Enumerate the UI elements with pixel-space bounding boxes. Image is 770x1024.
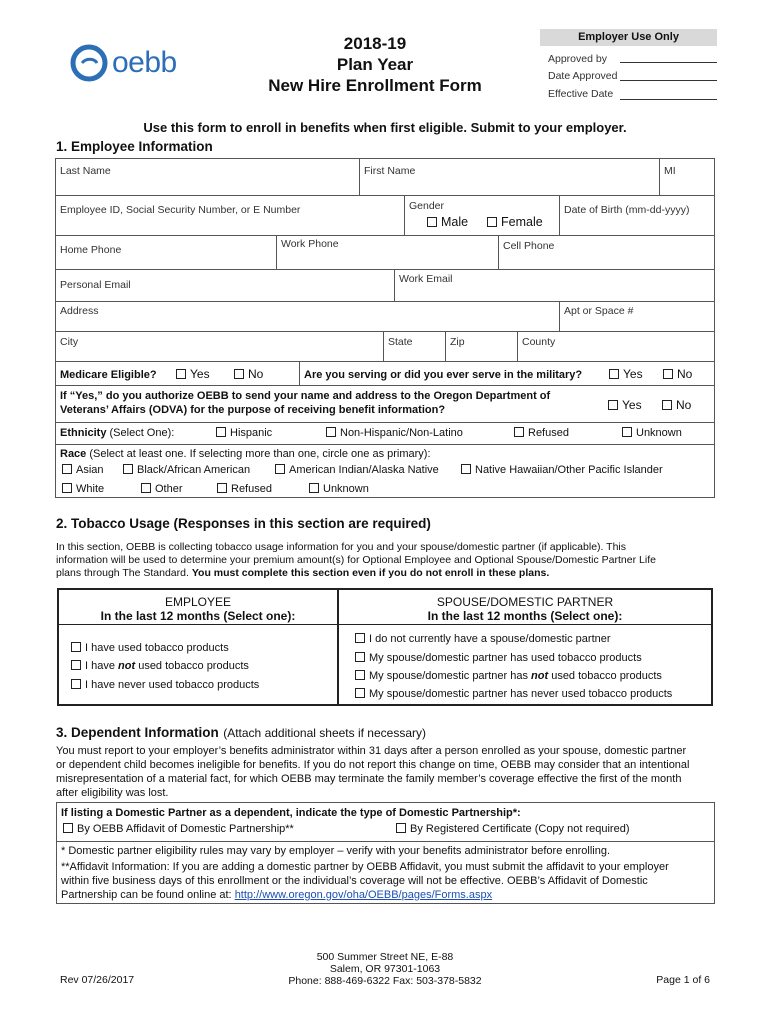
military-label: Are you serving or did you ever serve in the military? bbox=[304, 369, 583, 381]
asian-checkbox[interactable] bbox=[62, 464, 72, 474]
american-indian-checkbox[interactable] bbox=[275, 464, 285, 474]
sp-not-used-label-a: My spouse/domestic partner has bbox=[369, 670, 532, 682]
military-yes-checkbox[interactable] bbox=[609, 369, 619, 379]
medicare-row bbox=[56, 361, 299, 385]
gender-male-option[interactable] bbox=[427, 215, 468, 229]
asian-label: Asian bbox=[76, 464, 104, 476]
home-phone-field[interactable] bbox=[56, 235, 276, 269]
ethnicity-refused-checkbox[interactable] bbox=[514, 427, 524, 437]
ethnicity-label bbox=[60, 427, 174, 439]
emp-used-label: I have used tobacco products bbox=[85, 642, 229, 654]
sp-never-option[interactable] bbox=[355, 688, 672, 700]
instruction-text: Use this form to enroll in benefits when first eligible. Submit to your employer. bbox=[143, 120, 627, 135]
dob-label: Date of Birth (mm-dd-yyyy) bbox=[564, 204, 690, 216]
section3-paragraph-2: or dependent child becomes ineligible for benefits. If you do not report this change on time, OEBB may consider that an intentional bbox=[56, 759, 690, 771]
emp-never-checkbox[interactable] bbox=[71, 679, 81, 689]
black-checkbox[interactable] bbox=[123, 464, 133, 474]
race-hawaiian-option[interactable] bbox=[461, 464, 663, 476]
sp-used-checkbox[interactable] bbox=[355, 652, 365, 662]
race-american-indian-option[interactable] bbox=[275, 464, 439, 476]
last-name-field[interactable] bbox=[56, 159, 359, 195]
medicare-yes-checkbox[interactable] bbox=[176, 369, 186, 379]
effective-date-label: Effective Date bbox=[548, 88, 614, 100]
spouse-header: SPOUSE/DOMESTIC PARTNER bbox=[436, 595, 614, 609]
medicare-no-checkbox[interactable] bbox=[234, 369, 244, 379]
personal-email-field[interactable] bbox=[56, 269, 394, 301]
military-yes-option[interactable] bbox=[609, 367, 643, 381]
first-name-field[interactable] bbox=[359, 159, 659, 195]
apt-label: Apt or Space # bbox=[564, 305, 634, 317]
hawaiian-label: Native Hawaiian/Other Pacific Islander bbox=[475, 464, 663, 476]
section3-title-bold: 3. Dependent Information bbox=[56, 725, 219, 740]
section2-paragraph-3 bbox=[56, 567, 549, 580]
ethnicity-unknown-option[interactable] bbox=[622, 427, 682, 439]
dp-question: If listing a Domestic Partner as a dependent, indicate the type of Domestic Partnership*: bbox=[61, 807, 521, 819]
other-checkbox[interactable] bbox=[141, 483, 151, 493]
race-unknown-option[interactable] bbox=[309, 483, 369, 495]
gender-female-option[interactable] bbox=[487, 215, 543, 229]
footer-phone: Phone: 888-469-6322 Fax: 503-378-5832 bbox=[288, 975, 482, 987]
military-no-checkbox[interactable] bbox=[663, 369, 673, 379]
ethnicity-hint: (Select One): bbox=[109, 427, 175, 439]
dp-affidavit-checkbox[interactable] bbox=[63, 823, 73, 833]
dp-affidavit-option[interactable] bbox=[63, 823, 294, 835]
section3-paragraph-4: after eligibility was lost. bbox=[56, 787, 169, 799]
section3-paragraph-3: misrepresentation of a material fact, for which OEBB may terminate the family member’s coverage effective the first of the month bbox=[56, 773, 682, 785]
city-label: City bbox=[60, 336, 79, 348]
domestic-partner-box bbox=[56, 802, 715, 904]
male-checkbox[interactable] bbox=[427, 217, 437, 227]
mi-field[interactable] bbox=[659, 159, 714, 195]
address-field[interactable] bbox=[56, 301, 559, 331]
odva-no-checkbox[interactable] bbox=[662, 400, 672, 410]
hispanic-checkbox[interactable] bbox=[216, 427, 226, 437]
dp-note-3: within five business days of this enrollment or the individual’s coverage will not be effective. OEBB’s Affidavit of Domestic bbox=[61, 875, 648, 887]
apt-field[interactable] bbox=[559, 301, 714, 331]
medicare-label: Medicare Eligible? bbox=[60, 369, 157, 381]
non-hispanic-checkbox[interactable] bbox=[326, 427, 336, 437]
emp-used-option[interactable] bbox=[71, 642, 229, 654]
sp-not-used-option[interactable] bbox=[355, 670, 662, 682]
forms-link[interactable]: http://www.oregon.gov/oha/OEBB/pages/Forms.aspx bbox=[234, 889, 493, 901]
dob-field[interactable] bbox=[559, 195, 714, 235]
emp-never-label: I have never used tobacco products bbox=[85, 679, 260, 691]
race-refused-label: Refused bbox=[231, 483, 272, 495]
footer-address-2: Salem, OR 97301-1063 bbox=[329, 963, 441, 975]
employee-subheader: In the last 12 months (Select one): bbox=[100, 609, 296, 623]
sp-not-used-checkbox[interactable] bbox=[355, 670, 365, 680]
hispanic-label: Hispanic bbox=[230, 427, 273, 439]
form-title: New Hire Enrollment Form bbox=[268, 76, 482, 95]
race-row bbox=[56, 444, 714, 497]
tobacco-table bbox=[57, 588, 713, 706]
employer-use-title: Employer Use Only bbox=[540, 29, 717, 46]
non-hispanic-option[interactable] bbox=[326, 427, 463, 439]
military-no-option[interactable] bbox=[663, 367, 692, 381]
race-asian-option[interactable] bbox=[62, 464, 104, 476]
last-name-label: Last Name bbox=[60, 165, 111, 177]
zip-label: Zip bbox=[450, 336, 465, 348]
tobacco-header-line bbox=[59, 624, 711, 625]
medicare-no-label: No bbox=[248, 367, 264, 381]
emp-never-option[interactable] bbox=[71, 679, 259, 691]
state-label: State bbox=[388, 336, 413, 348]
race-unknown-checkbox[interactable] bbox=[309, 483, 319, 493]
section3-title-hint: (Attach additional sheets if necessary) bbox=[223, 726, 426, 740]
home-phone-label: Home Phone bbox=[60, 244, 122, 256]
emp-not-used-label-b: not bbox=[118, 660, 136, 672]
odva-no-label: No bbox=[676, 398, 692, 412]
employee-header: EMPLOYEE bbox=[164, 595, 232, 609]
spouse-subheader: In the last 12 months (Select one): bbox=[427, 609, 623, 623]
emp-not-used-checkbox[interactable] bbox=[71, 660, 81, 670]
mi-label: MI bbox=[664, 165, 676, 177]
dp-note-2: **Affidavit Information: If you are adding a domestic partner by OEBB Affidavit, you must submit the affidavit to your employer bbox=[61, 861, 669, 873]
zip-field[interactable] bbox=[445, 331, 517, 361]
section2-title: 2. Tobacco Usage (Responses in this section are required) bbox=[56, 516, 431, 531]
white-checkbox[interactable] bbox=[62, 483, 72, 493]
dp-certificate-checkbox[interactable] bbox=[396, 823, 406, 833]
other-label: Other bbox=[155, 483, 183, 495]
cell-phone-field[interactable] bbox=[498, 235, 714, 269]
effective-date-field[interactable] bbox=[620, 99, 717, 100]
personal-email-label: Personal Email bbox=[60, 279, 131, 291]
sp-no-spouse-option[interactable] bbox=[355, 633, 611, 645]
hawaiian-checkbox[interactable] bbox=[461, 464, 471, 474]
approved-by-label: Approved by bbox=[548, 53, 607, 65]
race-unknown-label: Unknown bbox=[323, 483, 369, 495]
odva-row bbox=[56, 385, 714, 422]
emp-not-used-option[interactable] bbox=[71, 660, 249, 672]
non-hispanic-label: Non-Hispanic/Non-Latino bbox=[340, 427, 463, 439]
dp-affidavit-label: By OEBB Affidavit of Domestic Partnership** bbox=[77, 823, 294, 835]
county-label: County bbox=[522, 336, 556, 348]
sp-used-label: My spouse/domestic partner has used tobacco products bbox=[369, 652, 642, 664]
ethnicity-refused-option[interactable] bbox=[514, 427, 569, 439]
dp-note-4 bbox=[61, 889, 492, 902]
medicare-no-option[interactable] bbox=[234, 367, 263, 381]
state-field[interactable] bbox=[383, 331, 445, 361]
race-label-bold: Race bbox=[60, 448, 87, 460]
emp-used-checkbox[interactable] bbox=[71, 642, 81, 652]
footer-page-number: Page 1 of 6 bbox=[656, 974, 710, 986]
cell-phone-label: Cell Phone bbox=[503, 240, 555, 252]
sp-not-used-label-c: used tobacco products bbox=[548, 670, 662, 682]
ethnicity-unknown-label: Unknown bbox=[636, 427, 682, 439]
ethnicity-refused-label: Refused bbox=[528, 427, 569, 439]
first-name-label: First Name bbox=[364, 165, 416, 177]
approved-by-field[interactable] bbox=[620, 62, 717, 63]
race-label bbox=[60, 448, 431, 460]
dp-note-4-text: Partnership can be found online at: bbox=[61, 889, 235, 901]
race-hint: (Select at least one. If selecting more than one, circle one as primary): bbox=[89, 448, 431, 460]
race-black-option[interactable] bbox=[123, 464, 250, 476]
dp-certificate-option[interactable] bbox=[396, 823, 629, 835]
section3-title bbox=[56, 724, 426, 742]
military-row bbox=[299, 361, 714, 385]
section2-paragraph-2: information will be used to determine your premium amount(s) for Optional Employee and Optional Spouse/Domestic Partner Life bbox=[56, 554, 656, 566]
race-other-option[interactable] bbox=[141, 483, 183, 495]
sp-not-used-label-b: not bbox=[531, 670, 549, 682]
employee-id-field[interactable] bbox=[56, 195, 404, 235]
medicare-yes-label: Yes bbox=[190, 367, 210, 381]
section2-paragraph-1: In this section, OEBB is collecting tobacco usage information for you and your spouse/domestic partner (if applicable). This bbox=[56, 541, 627, 553]
address-label: Address bbox=[60, 305, 99, 317]
ethnicity-row bbox=[56, 422, 714, 444]
oebb-swirl-icon bbox=[70, 44, 108, 82]
sp-never-label: My spouse/domestic partner has never used tobacco products bbox=[369, 688, 673, 700]
employee-id-label: Employee ID, Social Security Number, or E Number bbox=[60, 204, 301, 216]
work-phone-label: Work Phone bbox=[281, 238, 339, 250]
military-yes-label: Yes bbox=[623, 367, 643, 381]
race-white-option[interactable] bbox=[62, 483, 104, 495]
dp-certificate-label: By Registered Certificate (Copy not required) bbox=[410, 823, 630, 835]
work-phone-field[interactable] bbox=[276, 235, 498, 269]
odva-yes-label: Yes bbox=[622, 398, 642, 412]
female-checkbox[interactable] bbox=[487, 217, 497, 227]
emp-not-used-label-a: I have bbox=[85, 660, 119, 672]
odva-no-option[interactable] bbox=[662, 398, 691, 412]
county-field[interactable] bbox=[517, 331, 714, 361]
sp-no-spouse-checkbox[interactable] bbox=[355, 633, 365, 643]
sp-no-spouse-label: I do not currently have a spouse/domestic partner bbox=[369, 633, 611, 645]
female-label: Female bbox=[501, 215, 543, 229]
section2-paragraph-3b: You must complete this section even if you do not enroll in these plans. bbox=[191, 567, 550, 579]
race-refused-checkbox[interactable] bbox=[217, 483, 227, 493]
employer-use-box bbox=[540, 29, 717, 104]
city-field[interactable] bbox=[56, 331, 383, 361]
logo-text: oebb bbox=[112, 46, 177, 79]
dp-note-1: * Domestic partner eligibility rules may vary by employer – verify with your benefits administrator before enrolling. bbox=[61, 845, 611, 857]
form-plan-year: Plan Year bbox=[336, 55, 414, 74]
ethnicity-label-bold: Ethnicity bbox=[60, 427, 107, 439]
odva-yes-checkbox[interactable] bbox=[608, 400, 618, 410]
medicare-yes-option[interactable] bbox=[176, 367, 210, 381]
hispanic-option[interactable] bbox=[216, 427, 272, 439]
oebb-logo bbox=[70, 44, 200, 84]
section1-title: 1. Employee Information bbox=[56, 139, 213, 154]
footer-address-1: 500 Summer Street NE, E-88 bbox=[316, 951, 454, 963]
gender-field bbox=[404, 195, 559, 235]
emp-not-used-label-c: used tobacco products bbox=[135, 660, 249, 672]
male-label: Male bbox=[441, 215, 469, 229]
military-no-label: No bbox=[677, 367, 693, 381]
section3-paragraph-1: You must report to your employer’s benefits administrator within 31 days after a person enrolled as your spouse, domestic partner bbox=[56, 745, 687, 757]
black-label: Black/African American bbox=[137, 464, 251, 476]
gender-label: Gender bbox=[409, 200, 445, 212]
white-label: White bbox=[76, 483, 105, 495]
odva-line-1: If “Yes,” do you authorize OEBB to send your name and address to the Oregon Department of bbox=[60, 390, 551, 402]
work-email-field[interactable] bbox=[394, 269, 714, 301]
sp-used-option[interactable] bbox=[355, 652, 642, 664]
sp-never-checkbox[interactable] bbox=[355, 688, 365, 698]
odva-line-2: Veterans’ Affairs (ODVA) for the purpose of receiving benefit information? bbox=[60, 404, 446, 416]
ethnicity-unknown-checkbox[interactable] bbox=[622, 427, 632, 437]
race-refused-option[interactable] bbox=[217, 483, 272, 495]
date-approved-field[interactable] bbox=[620, 80, 717, 81]
section2-paragraph-3a: plans through The Standard. bbox=[56, 567, 192, 579]
footer-rev: Rev 07/26/2017 bbox=[60, 974, 135, 986]
dp-question-row bbox=[57, 803, 714, 842]
employee-info-table bbox=[55, 158, 715, 498]
american-indian-label: American Indian/Alaska Native bbox=[289, 464, 439, 476]
date-approved-label: Date Approved bbox=[548, 70, 618, 82]
work-email-label: Work Email bbox=[399, 273, 453, 285]
form-year: 2018-19 bbox=[343, 34, 407, 53]
odva-yes-option[interactable] bbox=[608, 398, 642, 412]
